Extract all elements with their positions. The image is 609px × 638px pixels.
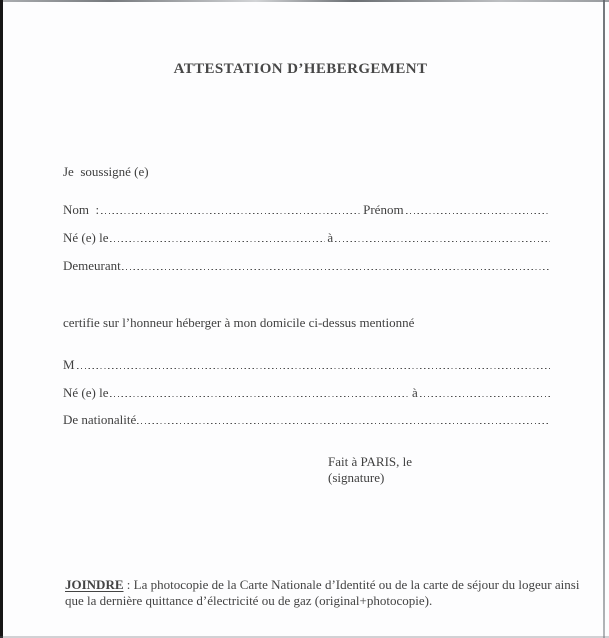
dotted-leader xyxy=(77,368,550,370)
scan-edge-right xyxy=(603,0,605,638)
page-title: ATTESTATION D’HEBERGEMENT xyxy=(173,61,428,77)
dotted-leader xyxy=(137,423,550,425)
joindre-text: : La photocopie de la Carte Nationale d’Identité ou de la carte de séjour du logeur ainsi que la dernière quittance d’électricité ou de gaz (original+photocopie). xyxy=(65,577,580,608)
dotted-leader xyxy=(110,241,325,243)
dotted-leader xyxy=(335,241,550,243)
form-line-nationalite xyxy=(63,412,552,427)
signature-line: (signature) xyxy=(328,470,385,485)
ne-le-label: Né (e) le xyxy=(63,230,109,245)
nationalite-label: De nationalité xyxy=(63,412,137,427)
ne-le-label: Né (e) le xyxy=(63,385,109,400)
form-line-demeurant xyxy=(63,258,552,273)
dotted-leader xyxy=(420,396,550,398)
form-line-nom-prenom xyxy=(63,202,552,217)
form-line-guest-birth xyxy=(63,385,552,400)
dotted-leader xyxy=(110,396,410,398)
certify-statement: certifie sur l’honneur héberger à mon domicile ci-dessus mentionné xyxy=(63,315,415,330)
nom-label: Nom : xyxy=(63,202,100,217)
joindre-label: JOINDRE xyxy=(65,577,124,592)
dotted-leader xyxy=(122,269,550,271)
intro-line: Je soussigné (e) xyxy=(63,164,149,179)
a-label: à xyxy=(411,385,418,400)
a-label: à xyxy=(327,230,334,245)
place-date-line: Fait à PARIS, le xyxy=(328,454,413,469)
scan-edge-left xyxy=(0,0,3,638)
closing-block xyxy=(328,454,412,486)
prenom-label: Prénom xyxy=(363,202,404,217)
demeurant-label: Demeurant xyxy=(63,258,121,273)
form-line-host-birth xyxy=(63,230,552,245)
scan-edge-top xyxy=(0,0,609,2)
form-line-m xyxy=(63,357,552,372)
footer-note xyxy=(65,577,583,609)
m-label: M xyxy=(63,357,75,372)
dotted-leader xyxy=(101,213,361,215)
dotted-leader xyxy=(406,213,550,215)
